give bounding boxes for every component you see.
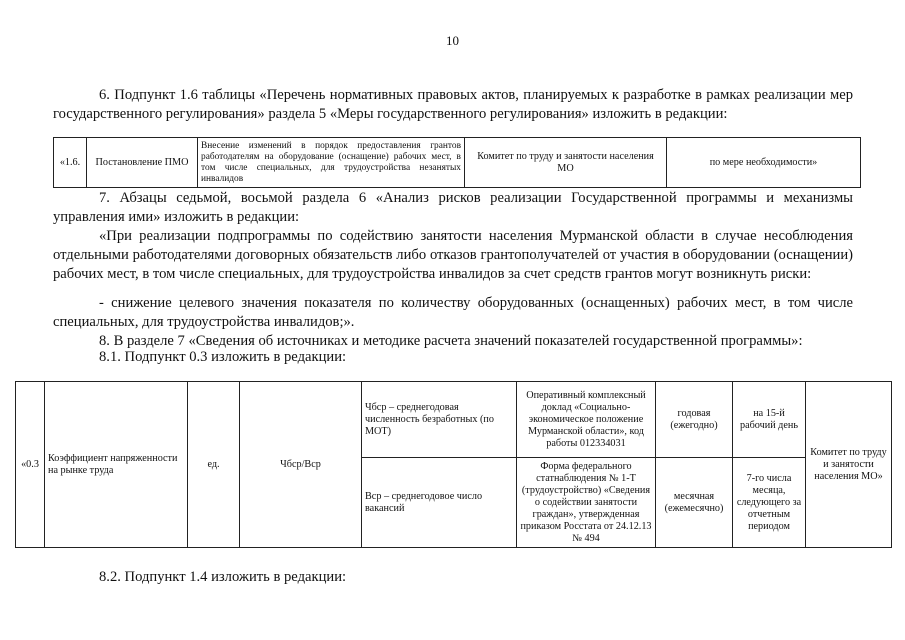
executor: Комитет по труду и занятости населения МО (465, 138, 667, 188)
paragraph-6-text: 6. Подпункт 1.6 таблицы «Перечень нормативных правовых актов, планируемых к разработке в рамках реализации мер государственного регулирования» раздела 5 «Меры государственного регулирования» изложить в редакции: (53, 87, 853, 122)
indicator-unit: ед. (188, 382, 240, 548)
variable-description: Вср – среднегодовое число вакансий (362, 458, 517, 548)
paragraph-8-2-text: 8.2. Подпункт 1.4 изложить в редакции: (99, 569, 347, 585)
indicator-number: «0.3 (16, 382, 45, 548)
table-row (16, 382, 892, 458)
data-source: Форма федерального статнаблюдения № 1-Т (трудоустройство) «Сведения о содействии занятости граждан», утвержденная приказом Росстата от 24.12.13 № 494 (517, 458, 656, 548)
paragraph-7-quote-text: «При реализации подпрограммы по содействию занятости населения Мурманской области в случае несоблюдения отдельными работодателями договорных обязательств либо отказов грантополучателей от участия в оборудовании (оснащении) рабочих мест, в том числе специальных, для трудоустройства инвалидов за счет средств грантов могут возникнуть риски: (53, 228, 853, 282)
responsible-executor: Комитет по труду и занятости населения МО» (806, 382, 892, 548)
paragraph-8-1-text: 8.1. Подпункт 0.3 изложить в редакции: (99, 349, 347, 365)
paragraph-7-item-text: - снижение целевого значения показателя по количеству оборудованных (оснащенных) рабочих мест, в том числе специальных, для трудоустройства инвалидов;». (53, 295, 853, 330)
variable-description: Чбср – среднегодовая численность безработных (по МОТ) (362, 382, 517, 458)
table-row (54, 138, 861, 188)
periodicity: месячная (ежемесячно) (656, 458, 733, 548)
act-content: Внесение изменений в порядок предоставления грантов работодателям на оборудование (оснащение) рабочих мест, в том числе специальных, для трудоустройства незанятых инвалидов (198, 138, 465, 188)
paragraph-7-text: 7. Абзацы седьмой, восьмой раздела 6 «Анализ рисков реализации Государственной программы и механизмы управления ими» изложить в редакции: (53, 190, 853, 225)
reporting-date: на 15-й рабочий день (733, 382, 806, 458)
indicators-table (15, 381, 892, 548)
data-source: Оперативный комплексный доклад «Социально-экономическое положение Мурманской области», код работы 012334031 (517, 382, 656, 458)
periodicity: годовая (ежегодно) (656, 382, 733, 458)
paragraph-6 (53, 86, 853, 124)
reporting-date: 7-го числа месяца, следующего за отчетным периодом (733, 458, 806, 548)
paragraph-7 (53, 189, 853, 227)
paragraph-8-2 (53, 568, 853, 587)
indicator-name: Коэффициент напряженности на рынке труда (45, 382, 188, 548)
item-number: «1.6. (54, 138, 87, 188)
act-type: Постановление ПМО (87, 138, 198, 188)
paragraph-7-item (53, 294, 853, 332)
indicator-formula: Чбср/Вср (240, 382, 362, 548)
paragraph-8-text: 8. В разделе 7 «Сведения об источниках и методике расчета значений показателей государственной программы»: (99, 333, 803, 349)
page-number: 10 (446, 33, 459, 48)
deadline: по мере необходимости» (667, 138, 861, 188)
paragraph-8-1 (53, 348, 853, 367)
legal-acts-table (53, 137, 861, 188)
paragraph-7-quote (53, 227, 853, 284)
